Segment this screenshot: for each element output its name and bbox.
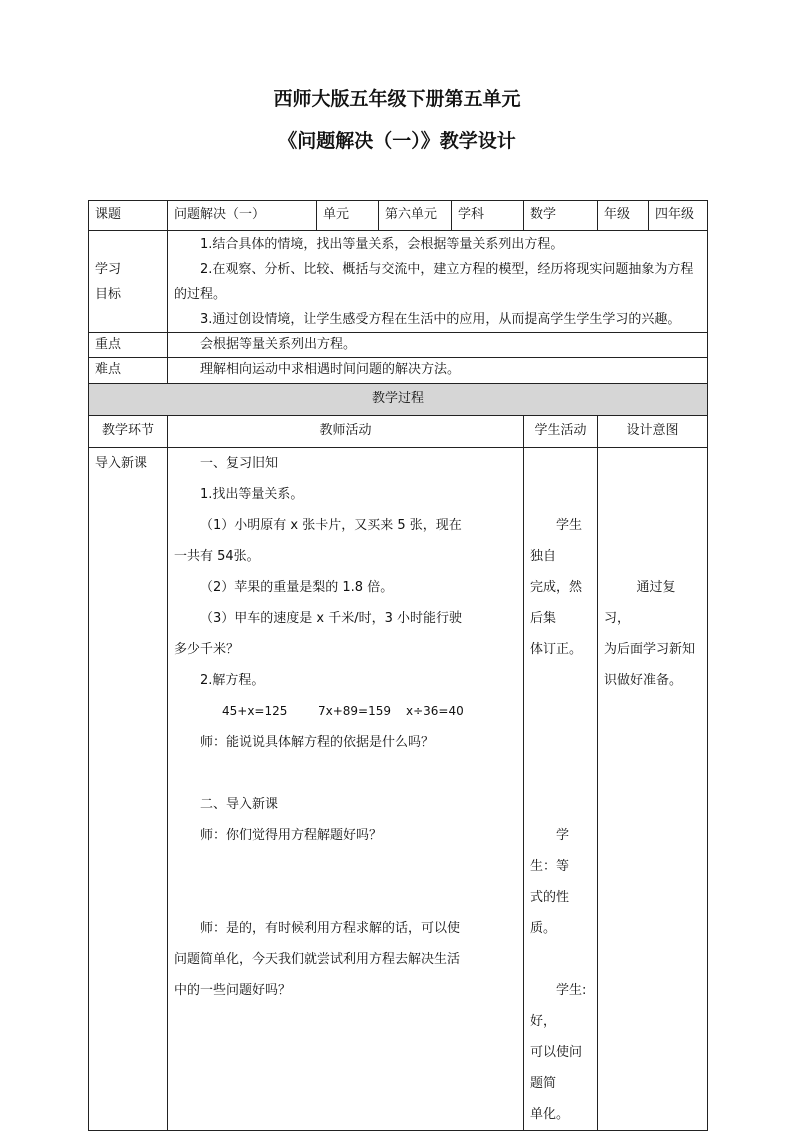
key-text: 会根据等量关系列出方程。 (168, 333, 708, 358)
teacher-summary-line3: 中的一些问题好吗？ (174, 983, 292, 998)
spacer (530, 944, 591, 975)
goal-2-cont: 的过程。 (174, 286, 227, 302)
subject-value: 数学 (524, 201, 598, 231)
difficulty-text: 理解相向运动中求相遇时间问题的解决方法。 (168, 358, 708, 384)
task-solve-equation: 2.解方程。 (200, 673, 265, 688)
spacer (530, 479, 591, 510)
student-b-line1: 学生：等 (530, 828, 570, 874)
goal-3: 3.通过创设情境，让学生感受方程在生活中的应用，从而提高学生学生学习的兴趣。 (200, 311, 681, 327)
student-c-line1: 学生: 好， (530, 983, 587, 1029)
goals-label-line2: 目标 (95, 286, 122, 302)
design-intent-cell (598, 448, 708, 1131)
question-2: （2）苹果的重量是梨的 1.8 倍。 (200, 580, 394, 595)
spacer (174, 758, 517, 789)
task-find-relation: 1.找出等量关系。 (200, 487, 304, 502)
equation-2: 7x+89=159 (318, 704, 392, 718)
document-title-line2: 《问题解决（一）》教学设计 (278, 130, 516, 152)
lesson-value: 问题解决（一） (168, 201, 317, 231)
info-row (89, 201, 708, 231)
student-b-line2: 式的性质。 (530, 890, 570, 936)
spacer (604, 510, 701, 541)
equations-line (174, 696, 517, 727)
student-activity-cell (524, 448, 598, 1131)
key-row (89, 333, 708, 358)
stage-cell: 导入新课 (89, 448, 168, 1131)
grade-value: 四年级 (649, 201, 708, 231)
goals-row (89, 231, 708, 333)
spacer (174, 882, 517, 913)
section-review-title: 一、复习旧知 (200, 456, 279, 471)
document-title-line1: 西师大版五年级下册第五单元 (273, 88, 521, 110)
subject-label: 学科 (452, 201, 524, 231)
process-header-row (89, 384, 708, 416)
difficulty-row (89, 358, 708, 384)
lesson-plan-table (88, 200, 708, 1131)
spacer (530, 665, 591, 696)
col-intent-header: 设计意图 (598, 416, 708, 448)
teacher-activity-cell (168, 448, 524, 1131)
spacer (530, 727, 591, 758)
question-3-line2: 多少千米？ (174, 642, 240, 657)
section-intro-title: 二、导入新课 (200, 797, 279, 812)
teacher-summary-line2: 问题简单化，今天我们就尝试利用方程去解决生活 (174, 952, 461, 967)
grade-label: 年级 (598, 201, 649, 231)
spacer (530, 696, 591, 727)
question-1-line1: （1）小明原有 x 张卡片，又买来 5 张，现在 (200, 518, 462, 533)
lesson-label: 课题 (89, 201, 168, 231)
teacher-question-equation: 师：你们觉得用方程解题好吗？ (200, 828, 383, 843)
teacher-question-basis: 师：能说说具体解方程的依据是什么吗？ (200, 735, 435, 750)
intent-line3: 识做好准备。 (604, 673, 683, 688)
spacer (530, 758, 591, 789)
student-c-line3: 单化。 (530, 1107, 570, 1122)
goal-2: 2.在观察、分析、比较、概括与交流中，建立方程的模型，经历将现实问题抽象为方程 (200, 261, 694, 277)
spacer (604, 479, 701, 510)
teacher-summary-line1: 师：是的，有时候利用方程求解的话，可以使 (200, 921, 461, 936)
equation-1: 45+x=125 (222, 704, 288, 718)
student-a-line2: 完成，然后集 (530, 580, 583, 626)
goal-1: 1.结合具体的情境，找出等量关系，会根据等量关系列出方程。 (200, 236, 564, 252)
difficulty-label: 难点 (89, 358, 168, 384)
goals-content (168, 231, 708, 333)
activity-row (89, 448, 708, 1131)
intent-line1: 通过复习， (604, 580, 676, 626)
student-c-line2: 可以使问题简 (530, 1045, 583, 1091)
unit-label: 单元 (317, 201, 379, 231)
goals-label-line1: 学习 (95, 261, 122, 277)
student-a-line3: 体订正。 (530, 642, 583, 657)
col-student-header: 学生活动 (524, 416, 598, 448)
key-label: 重点 (89, 333, 168, 358)
goals-label (89, 231, 168, 333)
intent-line2: 为后面学习新知 (604, 642, 696, 657)
process-header: 教学过程 (89, 384, 708, 416)
spacer (604, 541, 701, 572)
question-1-line2: 一共有 54张。 (174, 549, 260, 564)
col-teacher-header: 教师活动 (168, 416, 524, 448)
column-header-row (89, 416, 708, 448)
spacer (174, 851, 517, 882)
student-a-line1: 学生独自 (530, 518, 583, 564)
spacer (604, 448, 701, 479)
spacer (530, 789, 591, 820)
question-3-line1: （3）甲车的速度是 x 千米/时，3 小时能行驶 (200, 611, 463, 626)
equation-3: x÷36=40 (406, 704, 464, 718)
spacer (530, 448, 591, 479)
col-stage-header: 教学环节 (89, 416, 168, 448)
unit-value: 第六单元 (379, 201, 452, 231)
